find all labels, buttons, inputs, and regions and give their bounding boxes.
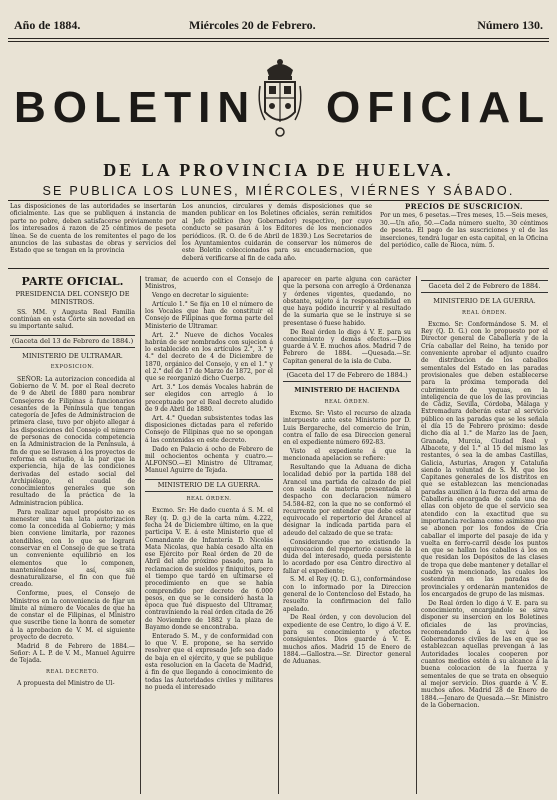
- paragraph: Artículo 1.° Se fija en 10 el número de los Vocales que han de constituir el Consejo de Filipinas que forma parte del Ministerio de Ultramar.: [145, 300, 273, 330]
- issue-date: Miércoles 20 de Febrero.: [189, 18, 316, 32]
- paragraph: aparecer en parte alguna con carácter que la persona con arreglo á Ordenanza y órdenes vigentes, quedando, no obstante, sujeto á la responsabilidad en que haya podido incurrir y al resultado de la sumaria que se le instruye si se presentase ó fuese habido.: [283, 276, 411, 327]
- subscription-heading: PRECIOS DE SUSCRICION.: [405, 203, 523, 211]
- paragraph: De Real órden, y con devolucion del expediente de ese Centro, lo digo á V. E. para su conocimiento y efectos consiguientes. Dios guarde á V. E. muchos años. Madrid 15 de Enero de 1884.—Gallostra.—Sr. Director general de Aduanas.: [283, 614, 411, 666]
- paragraph: Visto el expediente á que la mencionada apelacion se refiere:: [283, 447, 411, 463]
- paragraph: Art. 3.° Los demás Vocales habrán de ser elegidos con arreglo á lo preceptuado por el Real decreto aludido de 9 de Abril de 1880.: [145, 384, 273, 414]
- issue-year: Año de 1884.: [14, 18, 81, 32]
- paragraph: Art. 4.° Quedan subsistentes todas las disposiciones dictadas para el referido Consejo de Filipinas que no se opongan á las contenidas en este decreto.: [145, 414, 273, 444]
- royal-crest-icon: [255, 56, 305, 142]
- header-rule: [8, 38, 549, 39]
- paragraph: Conforme, pues, el Consejo de Ministros en la conveniencia de fijar un límite al número de Vocales de que ha de constar el de Filipinas, el Ministro que suscribe tiene la honra de someter á la aprobacion de V. M. el siguiente proyecto de decreto.: [10, 590, 135, 642]
- department-title: MINISTERIO DE LA GUERRA.: [145, 479, 273, 492]
- subscription-text: Por un mes, 6 pesetas.—Tres meses, 15.—Seis meses, 30.—Un año, 50.—Cada número suelto, 30 céntimos de peseta. El pago de las suscriciones y el de las inserciones, tendrá lugar en esta capital, en la Oficina del periódico, calle de Rioca, núm. 5.: [380, 212, 548, 250]
- paragraph: Madrid 8 de Febrero de 1884.—Señor: A L. P. de V. M., Manuel Aguirre de Tejada.: [10, 642, 135, 665]
- issue-number: Número 130.: [477, 18, 543, 32]
- notice-middle: Los anuncios, circulares y demás disposiciones que se manden publicar en los Boletines oficiales, serán remitidos al Jefe político (hoy Gobernador) respectivo, por cuyo conducto se pasarán á los Editores de los mencionados periódicos. (R. O. de 6 de Abril de 1839.) Los Secretarios de los Ayuntamientos cuidarán de conservar los números de este Boletin coleccionados para su encuadernacion, que deberá verificarse al fin de cada año.: [182, 203, 372, 261]
- paragraph: Resultando que la Aduana de dicha localidad debió por la partida 188 del Arancel una partida de calzado de piel con suela de materia presentada al despacho con declaracion número 54.584-82, con la que no se conformó el recurrente por entender que debe estar equivocado el repertorio del Arancel al designar la indicada partida para el adeudo del calzado de que se trata:: [283, 464, 411, 537]
- department-title: MINISTERIO DE LA GUERRA.: [433, 297, 536, 306]
- column-4: [421, 276, 548, 794]
- gazette-reference: (Gaceta del 17 de Febrero de 1884.): [283, 369, 411, 382]
- notice-top-rule: [8, 200, 549, 201]
- column-divider: [278, 276, 279, 794]
- subsection-label: REAL ÓRDEN.: [186, 496, 232, 503]
- masthead-title-left: BOLETIN: [14, 83, 257, 132]
- paragraph: S. M. el Rey (Q. D. G.), conformándose con lo informado por la Direccion general de lo Contencioso del Estado, ha resuelto la confirmacion del fallo apelado.: [283, 576, 411, 613]
- section-heading: PARTE OFICIAL.: [21, 276, 124, 288]
- paragraph: Excmo. Sr: He dado cuenta á S. M. el Rey (q. D. g.) de la carta núm. 4.222, fecha 24 de Diciembre último, en la que participa V. E. á este Ministerio que el Comandante de Infantería D. Nicolás Mata Nicolas, que había cesado alta en ese Ejército por Real órden de 20 de Abril del año próximo pasado, para la reclamacion de sueldos y finiquitos, pero el tiempo que tardó en ultimarse el procedimiento en que se había comprendido por decreto de 6.000 pesos, en que se le consideró hasta la época que fué dispuesto del Ultramar, contraviniendo la real órden citada de 26 de Noviembre de 1882 y la plaza de Bayamo donde se encontraba.: [145, 507, 273, 632]
- gazette-reference: (Gaceta del 13 de Febrero de 1884.): [10, 335, 135, 348]
- paragraph: Enterado S. M., y de conformidad con lo que V. E. propone, se ha servido resolver que el expresado Jefe sea dado de baja en el ejército, y que se publique esta resolucion en la Gaceta de Madrid, á fin de que llegando á conocimiento de todas las Autoridades civiles y militares no pueda el interesado: [145, 632, 273, 691]
- notice-left: Las disposiciones de las autoridades se insertarán oficialmente. Las que se publiquen á instancia de parte no pobre, deben satisfacerse préviamente por los interesados á razon de 25 céntimos de peseta línea. Se de cuenta de los remitentes el pago de los anuncios de las subastas de obras y servicios del Estado que se tengan en la provincia: [10, 203, 176, 255]
- dateline: [14, 18, 543, 32]
- department-title: PRESIDENCIA DEL CONSEJO DE MINISTROS.: [15, 290, 130, 306]
- column-divider: [416, 276, 417, 794]
- paragraph: Excmo. Sr: Visto el recurso de alzada interpuesto ante este Ministerio por D. Luis Bergareche, del comercio de Irún, contra el fallo de esa Direccion general en el expediente número 692-83.: [283, 409, 411, 447]
- masthead-subtitle: DE LA PROVINCIA DE HUELVA.: [103, 160, 454, 180]
- gazette-reference: Gaceta del 2 de Febrero de 1884.: [421, 280, 548, 293]
- paragraph: Vengo en decretar lo siguiente:: [152, 292, 249, 300]
- paragraph: Excmo. Sr: Conformándose S. M. el Rey (Q. D. G.) con lo propuesto por el Director general de Caballería y de la Cría caballar del Reino, ha tenido por conveniente aprobar el adjunto cuadro de distribucion de los caballos sementales del Estado en las paradas provisionales que deben establecerse para la próxima temporada del cubrimiento de yeguas, en la inteligencia de que los de las provincias de Cádiz, Sevilla, Córdoba, Málaga y Extremadura deberán estar al servicio público en las paradas que se les señala el día 15 de Febrero próximo: desde dicho día al 1.° de Marzo las de Jaen, Granada, Murcia, Ciudad Real y Albacete, y del 1.° al 15 del mismo las restantes, ó sea la de ambas Castillas, Galicia, Asturias, Aragon y Cataluña siendo la voluntad de S. M. que los Capitanes generales de los distritos en que se establezcan las mencionadas paradas auxilien á la fuerza del arma de Caballería encargada de cada una de ellas con objeto de que el servicio sea atendido con la exactitud que su importancia reclama como asimismo que se abonen por los fondos de Cría caballar el importe del pasaje de ida y vuelta en ferro-carril desde los puntos en que se hallan los caballos á los en que residan los Depósitos de las clases de tropa que debe mantener y detallar el cuadro ya mencionado, las cuales los sostendrán en las paradas de provinciales y ordenarán mantenidos de los encargados de grupo de las mismas.: [421, 320, 548, 598]
- paragraph: De Real órden lo digo á V. E. para su conocimiento, encargándole se sirva disponer su insercion en los Boletines oficiales de las provincias, recomendando á la vez á los Gobernadores civiles de las en que se establezcan aquellas prevengan á las Autoridades locales cooperen por cuantos medios estén á su alcance á la buena colocacion de la fuerza y sementales de que se trata en obsequio al mejor servicio. Dios guarde á V. E. muchos años. Madrid 28 de Enero de 1884.—Jenaro de Quesada.—Sr. Ministro de la Gobernacion.: [421, 599, 548, 709]
- column-3: [283, 276, 411, 794]
- paragraph: Considerando que no existiendo la equivocacion del repertorio causa de la duda del interesado, queda persistente lo acordado por esa Centro directivo al fallar el expediente;: [283, 538, 411, 575]
- masthead-title-right: OFICIAL: [326, 83, 551, 132]
- column-2: [145, 276, 273, 794]
- subsection-label: REAL ÓRDEN.: [324, 398, 370, 405]
- notice-subscription: [380, 203, 548, 261]
- department-title: MINISTERIO DE HACIENDA: [294, 386, 400, 395]
- publication-schedule: SE PUBLICA LOS LUNES, MIÉRCOLES, VIÉRNES Y SÁBADO.: [42, 184, 515, 198]
- paragraph: tramar, de acuerdo con el Consejo de Ministros,: [145, 276, 273, 291]
- paragraph: De Real órden lo digo á V. E. para su conocimiento y demás efectos.—Dios guarde á V. E. muchos años. Madrid 7 de Febrero de 1884. —Quesada.—Sr. Capitan general de la isla de Cuba.: [283, 328, 411, 365]
- paragraph: Para realizar aquel propósito no es menester una tan lata autorizacion como la concedida al Gobierno; y más bien conviene limitarla, por razones atendibles, con lo que se logrará conservar en el Consejo de que se trata un conveniente equilibrio en los elementos que lo componen, manteniéndose así, sin desnaturalizarse, el fin con que fué creado.: [10, 508, 135, 589]
- header-rule-thin: [8, 41, 549, 42]
- notice-bottom-rule: [8, 268, 549, 269]
- paragraph: A propuesta del Ministro de Ul-: [17, 680, 115, 688]
- subsection-label: REAL DECRETO.: [46, 668, 99, 675]
- paragraph: Art. 2.° Nueve de dichos Vocales habrán de ser nombrados con sujecion á lo establecido en los artículos 2.°, 3.° y 4.° del decreto de 4 de Diciembre de 1870, orgánico del Consejo, y en el 1.° y el 2.° del de 17 de Marzo de 1872, por el que se reorganizó dicho Cuerpo.: [145, 331, 273, 383]
- column-1: [10, 276, 135, 794]
- paragraph: Dado en Palacio á ocho de Febrero de mil ochocientos ochenta y cuatro.—ALFONSO.—El Ministro de Ultramar, Manuel Aguirre de Tejada.: [145, 445, 273, 475]
- column-divider: [140, 276, 141, 794]
- paragraph: SEÑOR: La autorizacion concedida al Gobierno de V. M. por el Real decreto de 9 de Abril de 1880 para nombrar Consejeros de Filipinas á funcionarios cesantes de la Península que tengan categoría de Jefes de Administracion de primera clase, tuvo por objeto allegar á las disposiciones del Consejo el número de personas de conocida competencia en la Administracion de la Península, á fin de que se llevasen á los proyectos de reforma en estudio, á la par que la experiencia, hija de las condiciones derivadas del estado social del Archipiélago, el caudal de conocimientos generales que son resultado de la práctica de la Administracion pública.: [10, 375, 135, 507]
- subsection-label: REAL ÓRDEN.: [461, 309, 508, 316]
- department-title: MINISTERIO DE ULTRAMAR.: [22, 352, 123, 361]
- paragraph: SS. MM. y Augusta Real Familia continúan en esta Córte sin novedad en su importante salud.: [10, 308, 135, 331]
- subsection-label: EXPOSICION.: [50, 364, 95, 371]
